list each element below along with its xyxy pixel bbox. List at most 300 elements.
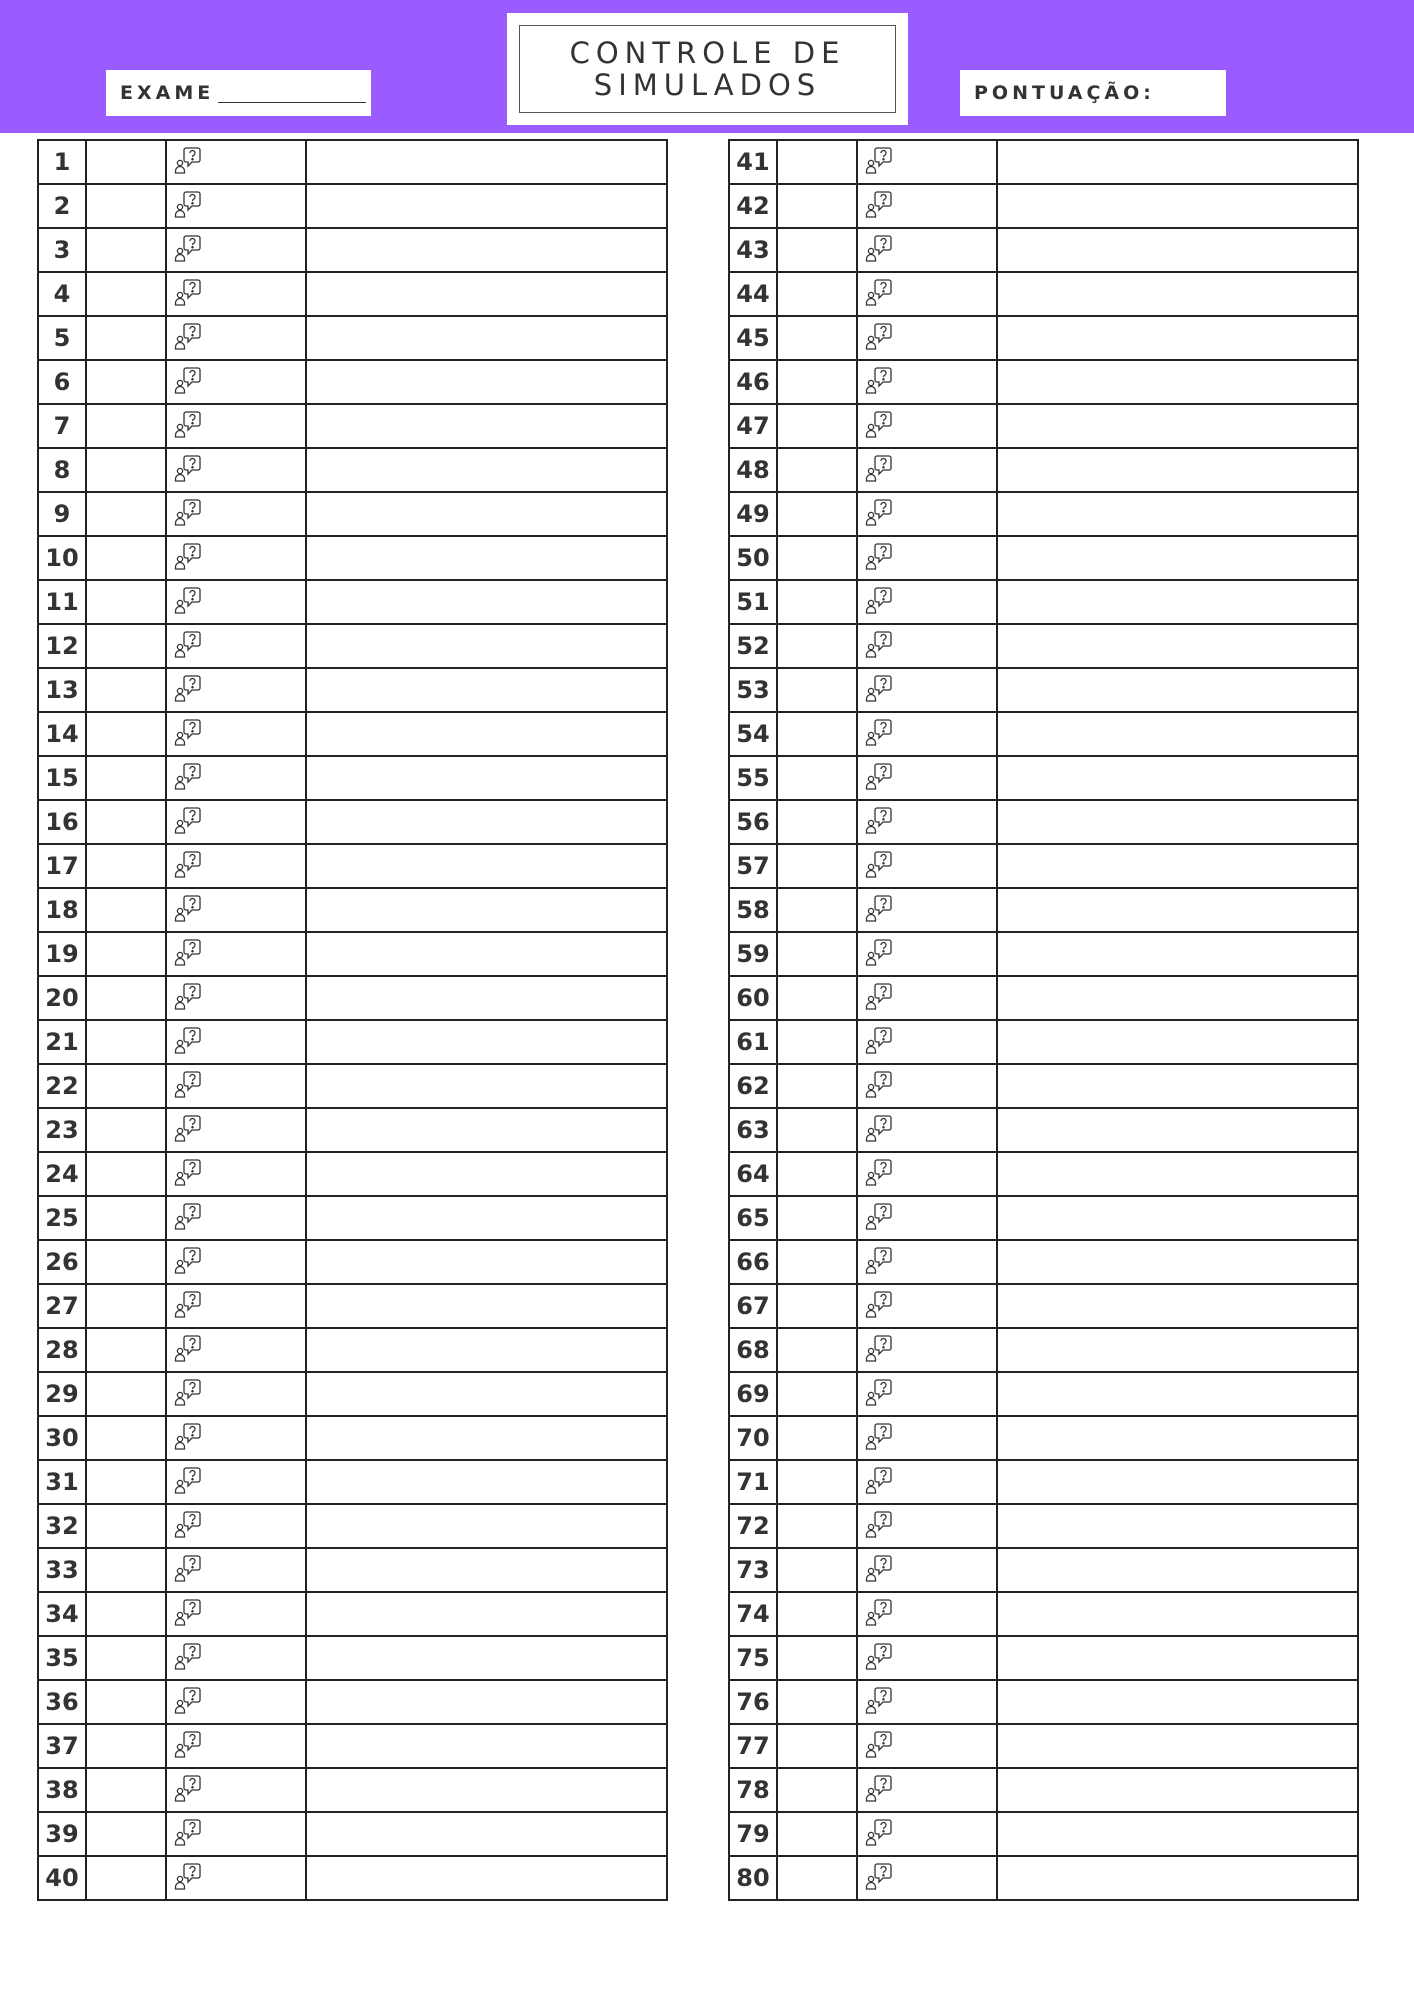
- doubt-cell[interactable]: [857, 844, 997, 888]
- notes-cell[interactable]: [306, 448, 667, 492]
- table-row: [729, 1548, 1358, 1592]
- notes-cell[interactable]: [997, 228, 1358, 272]
- notes-cell[interactable]: [306, 492, 667, 536]
- doubt-cell[interactable]: [857, 1196, 997, 1240]
- answer-cell[interactable]: [86, 976, 166, 1020]
- answer-cell[interactable]: [86, 1856, 166, 1900]
- doubt-cell[interactable]: [857, 800, 997, 844]
- notes-cell[interactable]: [306, 1328, 667, 1372]
- doubt-cell[interactable]: [166, 140, 306, 184]
- doubt-cell[interactable]: [166, 1196, 306, 1240]
- question-person-icon: [858, 233, 996, 263]
- notes-cell[interactable]: [997, 976, 1358, 1020]
- notes-cell[interactable]: [306, 1284, 667, 1328]
- table-row: [38, 888, 667, 932]
- doubt-cell[interactable]: [166, 1812, 306, 1856]
- answer-cell[interactable]: [777, 1592, 857, 1636]
- answer-cell[interactable]: [777, 1416, 857, 1460]
- question-person-icon: [167, 1421, 305, 1451]
- table-row: [729, 712, 1358, 756]
- answer-cell[interactable]: [86, 1592, 166, 1636]
- notes-cell[interactable]: [306, 1372, 667, 1416]
- answer-cell[interactable]: [86, 1284, 166, 1328]
- doubt-cell[interactable]: [857, 932, 997, 976]
- answer-cell[interactable]: [86, 1152, 166, 1196]
- answer-cell[interactable]: [777, 712, 857, 756]
- doubt-cell[interactable]: [166, 228, 306, 272]
- answer-cell[interactable]: [777, 272, 857, 316]
- notes-cell[interactable]: [306, 668, 667, 712]
- exam-field[interactable]: [106, 70, 371, 116]
- doubt-cell[interactable]: [857, 1460, 997, 1504]
- doubt-cell[interactable]: [166, 1856, 306, 1900]
- doubt-cell[interactable]: [857, 448, 997, 492]
- doubt-cell[interactable]: [857, 536, 997, 580]
- answer-cell[interactable]: [777, 404, 857, 448]
- notes-cell[interactable]: [306, 1020, 667, 1064]
- answer-cell[interactable]: [777, 140, 857, 184]
- notes-cell[interactable]: [306, 404, 667, 448]
- notes-cell[interactable]: [306, 1592, 667, 1636]
- question-number: 43: [729, 228, 777, 272]
- score-field[interactable]: [960, 70, 1226, 116]
- question-person-icon: [858, 761, 996, 791]
- table-row: [38, 844, 667, 888]
- doubt-cell[interactable]: [166, 272, 306, 316]
- doubt-cell[interactable]: [166, 448, 306, 492]
- doubt-cell[interactable]: [166, 668, 306, 712]
- question-person-icon: [858, 1245, 996, 1275]
- notes-cell[interactable]: [306, 140, 667, 184]
- doubt-cell[interactable]: [166, 184, 306, 228]
- notes-cell[interactable]: [997, 404, 1358, 448]
- doubt-cell[interactable]: [857, 1284, 997, 1328]
- doubt-cell[interactable]: [857, 1548, 997, 1592]
- question-number: 68: [729, 1328, 777, 1372]
- notes-cell[interactable]: [306, 1724, 667, 1768]
- doubt-cell[interactable]: [166, 360, 306, 404]
- table-row: [729, 1460, 1358, 1504]
- doubt-cell[interactable]: [857, 888, 997, 932]
- answer-cell[interactable]: [86, 668, 166, 712]
- notes-cell[interactable]: [997, 844, 1358, 888]
- answer-cell[interactable]: [86, 1372, 166, 1416]
- notes-cell[interactable]: [997, 184, 1358, 228]
- table-row: [38, 1460, 667, 1504]
- doubt-cell[interactable]: [166, 976, 306, 1020]
- answer-cell[interactable]: [777, 1020, 857, 1064]
- table-row: [729, 1768, 1358, 1812]
- notes-cell[interactable]: [997, 1064, 1358, 1108]
- answer-cell[interactable]: [86, 1064, 166, 1108]
- doubt-cell[interactable]: [166, 756, 306, 800]
- answer-cell[interactable]: [777, 1152, 857, 1196]
- question-number: 80: [729, 1856, 777, 1900]
- answer-cell[interactable]: [86, 844, 166, 888]
- answer-cell[interactable]: [777, 1460, 857, 1504]
- question-person-icon: [858, 277, 996, 307]
- notes-cell[interactable]: [306, 536, 667, 580]
- notes-cell[interactable]: [997, 1548, 1358, 1592]
- doubt-cell[interactable]: [857, 1020, 997, 1064]
- answer-cell[interactable]: [777, 1108, 857, 1152]
- question-number: 73: [729, 1548, 777, 1592]
- doubt-cell[interactable]: [166, 624, 306, 668]
- answer-cell[interactable]: [777, 624, 857, 668]
- doubt-cell[interactable]: [857, 272, 997, 316]
- doubt-cell[interactable]: [166, 536, 306, 580]
- notes-cell[interactable]: [997, 1020, 1358, 1064]
- notes-cell[interactable]: [997, 1284, 1358, 1328]
- notes-cell[interactable]: [997, 1196, 1358, 1240]
- notes-cell[interactable]: [306, 1812, 667, 1856]
- notes-cell[interactable]: [997, 1504, 1358, 1548]
- notes-cell[interactable]: [306, 272, 667, 316]
- answer-cell[interactable]: [777, 1856, 857, 1900]
- notes-cell[interactable]: [306, 184, 667, 228]
- table-row: [729, 624, 1358, 668]
- answer-cell[interactable]: [777, 1548, 857, 1592]
- answer-cell[interactable]: [86, 1196, 166, 1240]
- answer-cell[interactable]: [777, 228, 857, 272]
- doubt-cell[interactable]: [857, 1768, 997, 1812]
- doubt-cell[interactable]: [166, 1020, 306, 1064]
- doubt-cell[interactable]: [166, 1504, 306, 1548]
- doubt-cell[interactable]: [166, 1724, 306, 1768]
- answer-cell[interactable]: [777, 800, 857, 844]
- answer-cell[interactable]: [86, 228, 166, 272]
- table-row: [729, 1812, 1358, 1856]
- answer-cell[interactable]: [86, 712, 166, 756]
- doubt-cell[interactable]: [166, 932, 306, 976]
- answer-cell[interactable]: [86, 1460, 166, 1504]
- notes-cell[interactable]: [306, 1768, 667, 1812]
- doubt-cell[interactable]: [166, 492, 306, 536]
- notes-cell[interactable]: [997, 1768, 1358, 1812]
- question-number: 75: [729, 1636, 777, 1680]
- answer-cell[interactable]: [86, 492, 166, 536]
- answer-cell[interactable]: [86, 1108, 166, 1152]
- answer-cell[interactable]: [86, 888, 166, 932]
- answer-cell[interactable]: [777, 1724, 857, 1768]
- notes-cell[interactable]: [306, 932, 667, 976]
- answer-cell[interactable]: [86, 1636, 166, 1680]
- answer-cell[interactable]: [777, 844, 857, 888]
- answer-cell[interactable]: [86, 1328, 166, 1372]
- doubt-cell[interactable]: [166, 800, 306, 844]
- answer-cell[interactable]: [86, 536, 166, 580]
- table-row: [38, 1768, 667, 1812]
- question-number: 5: [38, 316, 86, 360]
- question-person-icon: [858, 409, 996, 439]
- doubt-cell[interactable]: [857, 184, 997, 228]
- table-row: [729, 1724, 1358, 1768]
- answer-cell[interactable]: [777, 360, 857, 404]
- answer-cell[interactable]: [86, 404, 166, 448]
- doubt-cell[interactable]: [857, 1680, 997, 1724]
- doubt-cell[interactable]: [857, 1152, 997, 1196]
- question-number: 18: [38, 888, 86, 932]
- doubt-cell[interactable]: [857, 140, 997, 184]
- notes-cell[interactable]: [306, 360, 667, 404]
- answer-cell[interactable]: [86, 1548, 166, 1592]
- notes-cell[interactable]: [306, 976, 667, 1020]
- answer-cell[interactable]: [86, 272, 166, 316]
- question-number: 22: [38, 1064, 86, 1108]
- table-row: [729, 1372, 1358, 1416]
- answer-cell[interactable]: [777, 1284, 857, 1328]
- notes-cell[interactable]: [306, 712, 667, 756]
- answer-cell[interactable]: [777, 1504, 857, 1548]
- doubt-cell[interactable]: [166, 1548, 306, 1592]
- answer-cell[interactable]: [86, 1020, 166, 1064]
- doubt-cell[interactable]: [166, 1108, 306, 1152]
- notes-cell[interactable]: [997, 1108, 1358, 1152]
- question-number: 77: [729, 1724, 777, 1768]
- doubt-cell[interactable]: [857, 1812, 997, 1856]
- answer-cell[interactable]: [86, 624, 166, 668]
- question-person-icon: [858, 937, 996, 967]
- answer-cell[interactable]: [86, 932, 166, 976]
- doubt-cell[interactable]: [857, 976, 997, 1020]
- doubt-cell[interactable]: [166, 1328, 306, 1372]
- answer-cell[interactable]: [777, 1064, 857, 1108]
- answer-cell[interactable]: [777, 756, 857, 800]
- doubt-cell[interactable]: [857, 1328, 997, 1372]
- notes-cell[interactable]: [997, 668, 1358, 712]
- notes-cell[interactable]: [997, 1328, 1358, 1372]
- question-number: 56: [729, 800, 777, 844]
- notes-cell[interactable]: [997, 1152, 1358, 1196]
- answer-cell[interactable]: [86, 316, 166, 360]
- notes-cell[interactable]: [306, 1240, 667, 1284]
- question-person-icon: [858, 673, 996, 703]
- question-person-icon: [858, 981, 996, 1011]
- notes-cell[interactable]: [997, 1372, 1358, 1416]
- doubt-cell[interactable]: [857, 228, 997, 272]
- answer-cell[interactable]: [86, 580, 166, 624]
- doubt-cell[interactable]: [166, 1284, 306, 1328]
- answer-cell[interactable]: [777, 1812, 857, 1856]
- doubt-cell[interactable]: [857, 1108, 997, 1152]
- doubt-cell[interactable]: [857, 1372, 997, 1416]
- notes-cell[interactable]: [997, 536, 1358, 580]
- notes-cell[interactable]: [306, 844, 667, 888]
- table-row: [38, 1020, 667, 1064]
- table-row: [729, 184, 1358, 228]
- notes-cell[interactable]: [306, 1152, 667, 1196]
- doubt-cell[interactable]: [857, 1240, 997, 1284]
- doubt-cell[interactable]: [166, 844, 306, 888]
- doubt-cell[interactable]: [857, 404, 997, 448]
- doubt-cell[interactable]: [166, 1680, 306, 1724]
- notes-cell[interactable]: [997, 712, 1358, 756]
- doubt-cell[interactable]: [166, 1636, 306, 1680]
- notes-cell[interactable]: [997, 1592, 1358, 1636]
- doubt-cell[interactable]: [166, 712, 306, 756]
- answer-cell[interactable]: [777, 888, 857, 932]
- notes-cell[interactable]: [997, 1724, 1358, 1768]
- answer-cell[interactable]: [86, 1240, 166, 1284]
- answer-cell[interactable]: [777, 1680, 857, 1724]
- answer-cell[interactable]: [777, 1240, 857, 1284]
- question-number: 38: [38, 1768, 86, 1812]
- question-person-icon: [167, 277, 305, 307]
- notes-cell[interactable]: [306, 888, 667, 932]
- answer-cell[interactable]: [777, 1196, 857, 1240]
- notes-cell[interactable]: [997, 360, 1358, 404]
- notes-cell[interactable]: [997, 1812, 1358, 1856]
- question-number: 78: [729, 1768, 777, 1812]
- question-number: 79: [729, 1812, 777, 1856]
- notes-cell[interactable]: [306, 1636, 667, 1680]
- answer-cell[interactable]: [86, 1680, 166, 1724]
- notes-cell[interactable]: [997, 756, 1358, 800]
- doubt-cell[interactable]: [857, 1416, 997, 1460]
- notes-cell[interactable]: [997, 800, 1358, 844]
- question-person-icon: [167, 673, 305, 703]
- answer-cell[interactable]: [777, 1636, 857, 1680]
- notes-cell[interactable]: [306, 1856, 667, 1900]
- doubt-cell[interactable]: [166, 1460, 306, 1504]
- table-row: [38, 976, 667, 1020]
- doubt-cell[interactable]: [857, 316, 997, 360]
- answer-cell[interactable]: [777, 580, 857, 624]
- doubt-cell[interactable]: [857, 1064, 997, 1108]
- doubt-cell[interactable]: [166, 1240, 306, 1284]
- notes-cell[interactable]: [997, 1460, 1358, 1504]
- question-person-icon: [858, 1377, 996, 1407]
- doubt-cell[interactable]: [166, 580, 306, 624]
- doubt-cell[interactable]: [857, 1856, 997, 1900]
- notes-cell[interactable]: [306, 316, 667, 360]
- question-number: 27: [38, 1284, 86, 1328]
- notes-cell[interactable]: [997, 1680, 1358, 1724]
- notes-cell[interactable]: [997, 624, 1358, 668]
- notes-cell[interactable]: [306, 1680, 667, 1724]
- doubt-cell[interactable]: [166, 404, 306, 448]
- question-person-icon: [167, 937, 305, 967]
- notes-cell[interactable]: [306, 1064, 667, 1108]
- table-row: [729, 756, 1358, 800]
- answer-cell[interactable]: [86, 140, 166, 184]
- doubt-cell[interactable]: [857, 624, 997, 668]
- notes-cell[interactable]: [306, 1416, 667, 1460]
- notes-cell[interactable]: [997, 580, 1358, 624]
- answer-cell[interactable]: [777, 536, 857, 580]
- table-row: [729, 1196, 1358, 1240]
- doubt-cell[interactable]: [166, 888, 306, 932]
- notes-cell[interactable]: [306, 580, 667, 624]
- answer-cell[interactable]: [86, 1416, 166, 1460]
- question-person-icon: [858, 541, 996, 571]
- doubt-cell[interactable]: [857, 712, 997, 756]
- notes-cell[interactable]: [997, 1240, 1358, 1284]
- doubt-cell[interactable]: [166, 316, 306, 360]
- notes-cell[interactable]: [306, 1460, 667, 1504]
- answer-cell[interactable]: [777, 668, 857, 712]
- notes-cell[interactable]: [306, 1108, 667, 1152]
- answer-cell[interactable]: [777, 184, 857, 228]
- answer-cell[interactable]: [86, 1812, 166, 1856]
- doubt-cell[interactable]: [857, 492, 997, 536]
- table-row: [38, 1064, 667, 1108]
- notes-cell[interactable]: [997, 1856, 1358, 1900]
- notes-cell[interactable]: [306, 756, 667, 800]
- answer-cell[interactable]: [86, 1724, 166, 1768]
- question-number: 33: [38, 1548, 86, 1592]
- question-person-icon: [167, 541, 305, 571]
- doubt-cell[interactable]: [166, 1064, 306, 1108]
- notes-cell[interactable]: [997, 448, 1358, 492]
- doubt-cell[interactable]: [166, 1372, 306, 1416]
- notes-cell[interactable]: [997, 1636, 1358, 1680]
- doubt-cell[interactable]: [857, 1592, 997, 1636]
- notes-cell[interactable]: [306, 1196, 667, 1240]
- table-row: [38, 1636, 667, 1680]
- answer-cell[interactable]: [777, 316, 857, 360]
- doubt-cell[interactable]: [857, 1636, 997, 1680]
- answer-cell[interactable]: [86, 1768, 166, 1812]
- notes-cell[interactable]: [306, 1504, 667, 1548]
- doubt-cell[interactable]: [857, 756, 997, 800]
- table-row: [38, 1328, 667, 1372]
- answer-cell[interactable]: [86, 448, 166, 492]
- table-row: [729, 536, 1358, 580]
- notes-cell[interactable]: [997, 316, 1358, 360]
- notes-cell[interactable]: [997, 888, 1358, 932]
- notes-cell[interactable]: [306, 800, 667, 844]
- table-row: [729, 1416, 1358, 1460]
- doubt-cell[interactable]: [166, 1592, 306, 1636]
- notes-cell[interactable]: [306, 1548, 667, 1592]
- answer-cell[interactable]: [86, 360, 166, 404]
- doubt-cell[interactable]: [857, 1504, 997, 1548]
- answer-cell[interactable]: [86, 800, 166, 844]
- question-person-icon: [167, 1553, 305, 1583]
- notes-cell[interactable]: [997, 272, 1358, 316]
- answer-cell[interactable]: [777, 1372, 857, 1416]
- question-number: 47: [729, 404, 777, 448]
- question-number: 15: [38, 756, 86, 800]
- notes-cell[interactable]: [306, 228, 667, 272]
- doubt-cell[interactable]: [857, 668, 997, 712]
- question-person-icon: [858, 1421, 996, 1451]
- table-row: [38, 1548, 667, 1592]
- doubt-cell[interactable]: [857, 360, 997, 404]
- doubt-cell[interactable]: [166, 1768, 306, 1812]
- answer-cell[interactable]: [777, 448, 857, 492]
- doubt-cell[interactable]: [857, 1724, 997, 1768]
- answer-cell[interactable]: [777, 976, 857, 1020]
- answer-cell[interactable]: [777, 932, 857, 976]
- notes-cell[interactable]: [997, 932, 1358, 976]
- question-person-icon: [167, 585, 305, 615]
- notes-cell[interactable]: [997, 140, 1358, 184]
- answer-cell[interactable]: [86, 1504, 166, 1548]
- doubt-cell[interactable]: [857, 580, 997, 624]
- answer-cell[interactable]: [86, 184, 166, 228]
- notes-cell[interactable]: [997, 492, 1358, 536]
- doubt-cell[interactable]: [166, 1152, 306, 1196]
- answer-cell[interactable]: [777, 1328, 857, 1372]
- answer-cell[interactable]: [777, 492, 857, 536]
- answer-cell[interactable]: [777, 1768, 857, 1812]
- notes-cell[interactable]: [997, 1416, 1358, 1460]
- answer-cell[interactable]: [86, 756, 166, 800]
- doubt-cell[interactable]: [166, 1416, 306, 1460]
- notes-cell[interactable]: [306, 624, 667, 668]
